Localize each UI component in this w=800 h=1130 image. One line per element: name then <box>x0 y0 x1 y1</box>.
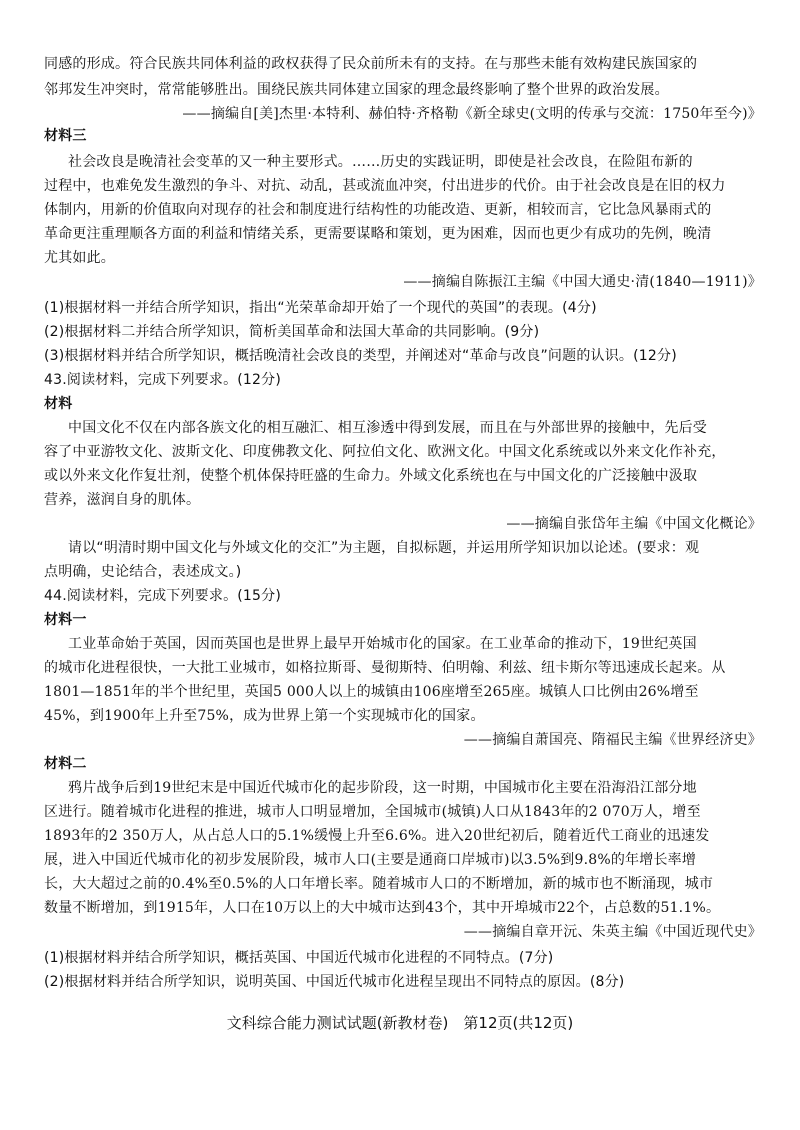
text-line: 社会改良是晚清社会变革的又一种主要形式。……历史的实践证明，即使是社会改良，在险阻布新的 <box>68 154 693 170</box>
text-line: 体制内，用新的价值取向对现存的社会和制度进行结构性的功能改造、更新，相较而言，它比急风暴雨式的 <box>44 202 712 218</box>
text-line: 长，大大超过之前的0.4%至0.5%的人口年增长率。随着城市人口的不断增加，新的城市也不断涌现，城市 <box>44 876 714 892</box>
question-item: (2)根据材料并结合所学知识，说明英国、中国近代城市化进程呈现出不同特点的原因。(8分) <box>44 974 625 990</box>
text-line: 或以外来文化作复壮剂，使整个机体保持旺盛的生命力。外域文化系统也在与中国文化的广泛接触中汲取 <box>44 468 698 484</box>
question-item: (1)根据材料一并结合所学知识，指出“光荣革命却开始了一个现代的英国”的表现。(4分) <box>44 300 597 316</box>
text-line: 45%，到1900年上升至75%，成为世界上第一个实现城市化的国家。 <box>44 708 485 724</box>
text-line: 容了中亚游牧文化、波斯文化、印度佛教文化、阿拉伯文化、欧洲文化。中国文化系统或以外来文化作补充， <box>44 444 726 460</box>
text-line: 过程中，也难免发生激烈的争斗、对抗、动乱，甚或流血冲突，付出进步的代价。由于社会改良是在旧的权力 <box>44 178 726 194</box>
text-line: 尤其如此。 <box>44 250 115 266</box>
text-line: 区进行。随着城市化进程的推进，城市人口明显增加，全国城市(城镇)人口从1843年的2 070万人，增至 <box>44 804 701 820</box>
source-citation: ——摘编自章开沅、朱英主编《中国近现代史》 <box>463 924 762 940</box>
material-title: 材料 <box>44 396 73 412</box>
question-item: (1)根据材料并结合所学知识，概括英国、中国近代城市化进程的不同特点。(7分) <box>44 950 554 966</box>
text-line: 革命更注重理顺各方面的利益和情绪关系，更需要谋略和策划，更为困难，因而也更少有成功的先例，晚清 <box>44 226 712 242</box>
question-item: (3)根据材料并结合所学知识，概括晚清社会改良的类型，并阐述对“革命与改良”问题的认识。(12分) <box>44 348 677 364</box>
text-line: 鸦片战争后到19世纪末是中国近代城市化的起步阶段，这一时期，中国城市化主要在沿海沿江部分地 <box>68 780 697 796</box>
text-line: 数量不断增加，到1915年，人口在10万以上的大中城市达到43个，其中开埠城市22个，占总数的51.1%。 <box>44 900 721 916</box>
text-line: 展，进入中国近代城市化的初步发展阶段，城市人口(主要是通商口岸城市)以3.5%到9.8%的年增长率增 <box>44 852 697 868</box>
page-footer: 文科综合能力测试试题(新教材卷) 第12页(共12页) <box>226 1014 574 1032</box>
source-citation: ——摘编自萧国亮、隋福民主编《世界经济史》 <box>463 732 762 748</box>
material-title: 材料三 <box>44 128 87 144</box>
question-heading: 44.阅读材料，完成下列要求。(15分) <box>44 588 282 604</box>
text-line: 邻邦发生冲突时，常常能够胜出。围绕民族共同体建立国家的理念最终影响了整个世界的政治发展。 <box>44 82 669 98</box>
text-line: 1893年的2 350万人，从占总人口的5.1%缓慢上升至6.6%。进入20世纪初后，随着近代工商业的迅速发 <box>44 828 710 844</box>
text-line: 工业革命始于英国，因而英国也是世界上最早开始城市化的国家。在工业革命的推动下，19世纪英国 <box>68 636 697 652</box>
text-line: 营养，滋润自身的肌体。 <box>44 492 201 508</box>
task-line: 点明确，史论结合，表述成文。) <box>44 564 242 580</box>
task-line: 请以“明清时期中国文化与外域文化的交汇”为主题，自拟标题，并运用所学知识加以论述。(要求：观 <box>68 540 700 556</box>
text-line: 1801—1851年的半个世纪里，英国5 000人以上的城镇由106座增至265座。城镇人口比例由26%增至 <box>44 684 699 700</box>
question-item: (2)根据材料二并结合所学知识，简析美国革命和法国大革命的共同影响。(9分) <box>44 324 540 340</box>
text-line: 的城市化进程很快，一大批工业城市，如格拉斯哥、曼彻斯特、伯明翰、利兹、纽卡斯尔等迅速成长起来。从 <box>44 660 726 676</box>
source-citation: ——摘编自[美]杰里·本特利、赫伯特·齐格勒《新全球史(文明的传承与交流：1750年至今)》 <box>182 106 762 122</box>
material-title: 材料二 <box>44 756 87 772</box>
text-line: 同感的形成。符合民族共同体利益的政权获得了民众前所未有的支持。在与那些未能有效构建民族国家的 <box>44 56 698 72</box>
source-citation: ——摘编自张岱年主编《中国文化概论》 <box>506 516 762 532</box>
source-citation: ——摘编自陈振江主编《中国大通史·清(1840—1911)》 <box>403 274 762 290</box>
material-title: 材料一 <box>44 612 87 628</box>
text-line: 中国文化不仅在内部各族文化的相互融汇、相互渗透中得到发展，而且在与外部世界的接触中，先后受 <box>68 420 707 436</box>
question-heading: 43.阅读材料，完成下列要求。(12分) <box>44 372 282 388</box>
